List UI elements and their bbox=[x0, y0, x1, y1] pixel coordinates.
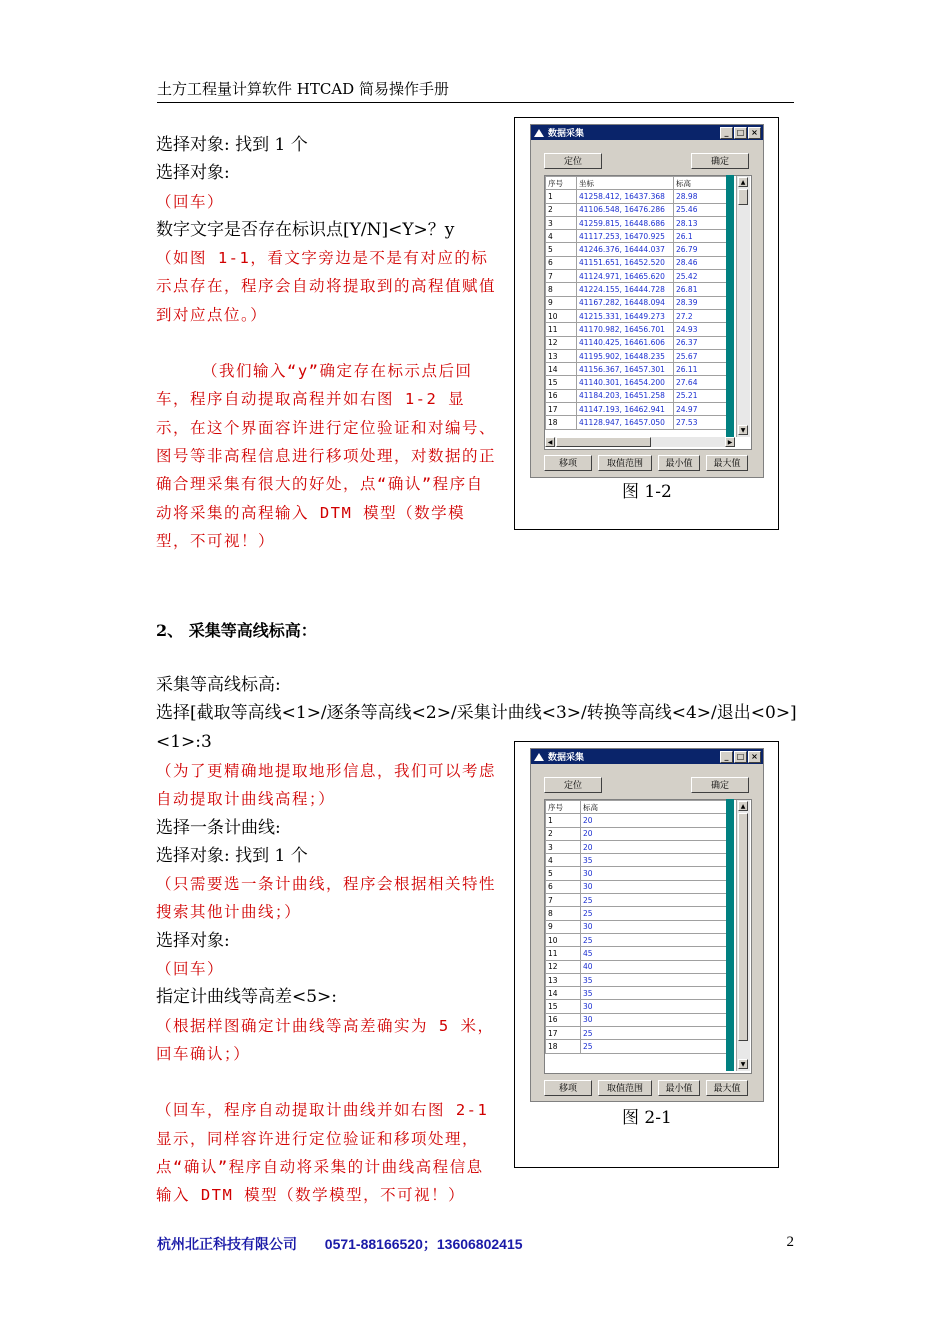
table-row[interactable] bbox=[546, 203, 729, 216]
table-row[interactable] bbox=[546, 256, 729, 269]
move-item-button[interactable]: 移项 bbox=[544, 1080, 592, 1096]
row-index-cell[interactable]: 18 bbox=[546, 1040, 581, 1053]
column-header-elevation[interactable]: 标高 bbox=[674, 177, 729, 190]
elevation-cell[interactable]: 27.53 bbox=[674, 416, 729, 429]
table-row[interactable] bbox=[546, 363, 729, 376]
elevation-cell[interactable]: 24.93 bbox=[674, 323, 729, 336]
section-title: 2、 采集等高线标高： bbox=[156, 621, 317, 640]
contact-phones: 0571-88166520；13606802415 bbox=[324, 1236, 523, 1252]
row-index-cell[interactable]: 17 bbox=[546, 403, 577, 416]
data-collection-dialog-2 bbox=[530, 748, 764, 1102]
data-collection-dialog-1 bbox=[530, 124, 764, 478]
command-line: 选择对象: bbox=[156, 930, 230, 951]
row-index-cell[interactable]: 11 bbox=[546, 947, 581, 960]
coordinate-cell[interactable]: 41224.155, 16444.728 bbox=[577, 283, 674, 296]
table-row[interactable] bbox=[546, 933, 727, 946]
instruction-note: （只需要选一条计曲线，程序会根据相关特性搜索其他计曲线；） bbox=[156, 875, 497, 922]
row-index-cell[interactable]: 6 bbox=[546, 880, 581, 893]
elevation-cell[interactable]: 28.46 bbox=[674, 256, 729, 269]
instruction-note: （回车） bbox=[156, 192, 225, 211]
company-name: 杭州北正科技有限公司 bbox=[157, 1236, 297, 1252]
table-row[interactable] bbox=[546, 920, 727, 933]
elevation-cell[interactable]: 35 bbox=[581, 987, 727, 1000]
command-line: 指定计曲线等高差<5>: bbox=[156, 987, 338, 1008]
table-row[interactable] bbox=[546, 894, 727, 907]
table-row[interactable] bbox=[546, 403, 729, 416]
elevation-cell[interactable]: 24.97 bbox=[674, 403, 729, 416]
locate-button[interactable]: 定位 bbox=[544, 777, 602, 793]
row-index-cell[interactable]: 5 bbox=[546, 867, 581, 880]
command-line: 选择对象: 找到 1 个 bbox=[156, 845, 308, 866]
row-index-cell[interactable]: 7 bbox=[546, 894, 581, 907]
elevation-cell[interactable]: 25.21 bbox=[674, 389, 729, 402]
elevation-cell[interactable]: 26.11 bbox=[674, 363, 729, 376]
table-row[interactable] bbox=[546, 190, 729, 203]
coordinate-cell[interactable]: 41128.947, 16457.050 bbox=[577, 416, 674, 429]
command-line: 选择一条计曲线: bbox=[156, 817, 281, 838]
table-row[interactable] bbox=[546, 947, 727, 960]
scroll-up-icon[interactable]: ▲ bbox=[738, 177, 748, 187]
table-row[interactable] bbox=[546, 867, 727, 880]
row-index-cell[interactable]: 9 bbox=[546, 296, 577, 309]
minimize-icon[interactable]: _ bbox=[720, 751, 733, 763]
app-icon bbox=[534, 753, 544, 761]
data-grid[interactable] bbox=[544, 175, 752, 450]
row-index-cell[interactable]: 1 bbox=[546, 814, 581, 827]
instruction-note: （根据样图确定计曲线等高差确实为 5 米，回车确认；） bbox=[156, 1016, 495, 1063]
coordinate-cell[interactable]: 41147.193, 16462.941 bbox=[577, 403, 674, 416]
column-header-index[interactable]: 序号 bbox=[546, 801, 581, 814]
elevation-cell[interactable]: 26.79 bbox=[674, 243, 729, 256]
row-index-cell[interactable]: 15 bbox=[546, 1000, 581, 1013]
coordinate-cell[interactable]: 41140.425, 16461.606 bbox=[577, 336, 674, 349]
table-row[interactable] bbox=[546, 840, 727, 853]
close-icon[interactable]: × bbox=[748, 751, 761, 763]
elevation-cell[interactable]: 45 bbox=[581, 947, 727, 960]
coordinate-cell[interactable]: 41151.651, 16452.520 bbox=[577, 256, 674, 269]
row-index-cell[interactable]: 13 bbox=[546, 973, 581, 986]
page-number: 2 bbox=[786, 1234, 794, 1250]
dialog-title: 数据采集 bbox=[548, 129, 585, 139]
row-index-cell[interactable]: 14 bbox=[546, 363, 577, 376]
elevation-cell[interactable]: 40 bbox=[581, 960, 727, 973]
elevation-cell[interactable]: 35 bbox=[581, 973, 727, 986]
minimize-icon[interactable]: _ bbox=[720, 127, 733, 139]
scroll-up-icon[interactable]: ▲ bbox=[738, 801, 748, 811]
row-index-cell[interactable]: 3 bbox=[546, 216, 577, 229]
coordinate-cell[interactable]: 41140.301, 16454.200 bbox=[577, 376, 674, 389]
table-row[interactable] bbox=[546, 416, 729, 429]
elevation-cell[interactable]: 27.2 bbox=[674, 309, 729, 322]
grid-side-strip bbox=[726, 175, 734, 437]
command-line: 选择对象: 找到 1 个 bbox=[156, 135, 308, 155]
table-row[interactable] bbox=[546, 243, 729, 256]
row-index-cell[interactable]: 18 bbox=[546, 416, 577, 429]
row-index-cell[interactable]: 4 bbox=[546, 854, 581, 867]
row-index-cell[interactable]: 16 bbox=[546, 389, 577, 402]
coordinate-cell[interactable]: 41195.902, 16448.235 bbox=[577, 349, 674, 362]
table-row[interactable] bbox=[546, 336, 729, 349]
ok-button[interactable]: 确定 bbox=[691, 777, 749, 793]
elevation-cell[interactable]: 28.98 bbox=[674, 190, 729, 203]
coordinate-cell[interactable]: 41117.253, 16470.925 bbox=[577, 230, 674, 243]
elevation-cell[interactable]: 30 bbox=[581, 880, 727, 893]
part2-text bbox=[156, 757, 498, 1209]
row-index-cell[interactable]: 6 bbox=[546, 256, 577, 269]
elevation-cell[interactable]: 26.37 bbox=[674, 336, 729, 349]
instruction-note: （为了更精确地提取地形信息，我们可以考虑自动提取计曲线高程；） bbox=[156, 762, 497, 809]
table-row[interactable] bbox=[546, 1000, 727, 1013]
elevation-cell[interactable]: 25 bbox=[581, 933, 727, 946]
row-index-cell[interactable]: 14 bbox=[546, 987, 581, 1000]
row-index-cell[interactable]: 8 bbox=[546, 283, 577, 296]
row-index-cell[interactable]: 17 bbox=[546, 1027, 581, 1040]
command-line: 选择对象: bbox=[156, 163, 230, 184]
grid-side-strip bbox=[726, 799, 734, 1071]
scroll-down-icon[interactable]: ▼ bbox=[738, 1059, 748, 1069]
locate-button[interactable]: 定位 bbox=[544, 153, 602, 169]
figure-caption-2-1: 图 2-1 bbox=[622, 1108, 672, 1128]
row-index-cell[interactable]: 10 bbox=[546, 309, 577, 322]
table-row[interactable] bbox=[546, 296, 729, 309]
row-index-cell[interactable]: 2 bbox=[546, 827, 581, 840]
table-row[interactable] bbox=[546, 283, 729, 296]
elevation-cell[interactable]: 30 bbox=[581, 1000, 727, 1013]
column-header-elevation[interactable]: 标高 bbox=[581, 801, 727, 814]
instruction-note: （我们输入“y”确定存在标示点后回车，程序自动提取高程并如右图 1-2 显示，在这个界面容许进行定位验证和对编号、图号等非高程信息进行移项处理，对数据的正确合理采集有很大的好处，点“确认”程序自动将采集的高程输入 DTM 模型（数学模型，不可视！） bbox=[156, 362, 497, 550]
table-row[interactable] bbox=[546, 880, 727, 893]
coordinate-cell[interactable]: 41167.282, 16448.094 bbox=[577, 296, 674, 309]
dialog-titlebar bbox=[531, 125, 763, 140]
coordinate-cell[interactable]: 41106.548, 16476.286 bbox=[577, 203, 674, 216]
min-value-button[interactable]: 最小值 bbox=[658, 1080, 700, 1096]
table-row[interactable] bbox=[546, 389, 729, 402]
row-index-cell[interactable]: 8 bbox=[546, 907, 581, 920]
row-index-cell[interactable]: 10 bbox=[546, 933, 581, 946]
horizontal-scrollbar[interactable] bbox=[545, 437, 735, 447]
scroll-h-thumb[interactable] bbox=[556, 437, 651, 447]
row-index-cell[interactable]: 12 bbox=[546, 960, 581, 973]
scroll-right-icon[interactable]: ▶ bbox=[725, 437, 735, 447]
row-index-cell[interactable]: 5 bbox=[546, 243, 577, 256]
row-index-cell[interactable]: 12 bbox=[546, 336, 577, 349]
row-index-cell[interactable]: 9 bbox=[546, 920, 581, 933]
table-row[interactable] bbox=[546, 1013, 727, 1026]
command-line: 数字文字是否存在标识点[Y/N]<Y>？y bbox=[156, 219, 455, 240]
ok-button[interactable]: 确定 bbox=[691, 153, 749, 169]
value-range-button[interactable]: 取值范围 bbox=[598, 1080, 652, 1096]
table-row[interactable] bbox=[546, 814, 727, 827]
part1-text bbox=[156, 131, 498, 555]
row-index-cell[interactable]: 2 bbox=[546, 203, 577, 216]
row-index-cell[interactable]: 4 bbox=[546, 230, 577, 243]
row-index-cell[interactable]: 15 bbox=[546, 376, 577, 389]
max-value-button[interactable]: 最大值 bbox=[706, 1080, 748, 1096]
column-header-coordinate[interactable]: 坐标 bbox=[577, 177, 674, 190]
table-row[interactable] bbox=[546, 216, 729, 229]
coordinate-cell[interactable]: 41184.203, 16451.258 bbox=[577, 389, 674, 402]
row-index-cell[interactable]: 13 bbox=[546, 349, 577, 362]
coordinate-cell[interactable]: 41170.982, 16456.701 bbox=[577, 323, 674, 336]
vertical-scrollbar[interactable] bbox=[736, 800, 750, 1071]
elevation-cell[interactable]: 20 bbox=[581, 827, 727, 840]
table-row[interactable] bbox=[546, 987, 727, 1000]
coordinate-cell[interactable]: 41259.815, 16448.686 bbox=[577, 216, 674, 229]
table-row[interactable] bbox=[546, 270, 729, 283]
dialog-title: 数据采集 bbox=[548, 753, 585, 763]
table-row[interactable] bbox=[546, 309, 729, 322]
maximize-icon[interactable]: □ bbox=[734, 127, 747, 139]
data-grid[interactable] bbox=[544, 799, 752, 1074]
elevation-cell[interactable]: 25 bbox=[581, 907, 727, 920]
app-icon bbox=[534, 129, 544, 137]
elevation-cell[interactable]: 25 bbox=[581, 1027, 727, 1040]
scroll-thumb[interactable] bbox=[738, 813, 748, 1041]
table-row[interactable] bbox=[546, 376, 729, 389]
table-row[interactable] bbox=[546, 827, 727, 840]
table-row[interactable] bbox=[546, 854, 727, 867]
elevation-cell[interactable]: 35 bbox=[581, 854, 727, 867]
table-row[interactable] bbox=[546, 323, 729, 336]
maximize-icon[interactable]: □ bbox=[734, 751, 747, 763]
instruction-note: （回车） bbox=[156, 960, 225, 979]
dialog-titlebar bbox=[531, 749, 763, 764]
move-item-button[interactable]: 移项 bbox=[544, 455, 592, 471]
table-row[interactable] bbox=[546, 973, 727, 986]
elevation-cell[interactable]: 25 bbox=[581, 1040, 727, 1053]
elevation-cell[interactable]: 25.46 bbox=[674, 203, 729, 216]
row-index-cell[interactable]: 11 bbox=[546, 323, 577, 336]
coordinate-cell[interactable]: 41215.331, 16449.273 bbox=[577, 309, 674, 322]
instruction-note: （如图 1-1，看文字旁边是不是有对应的标示点存在，程序会自动将提取到的高程值赋值到对应点位。） bbox=[156, 249, 497, 324]
elevation-cell[interactable]: 25.67 bbox=[674, 349, 729, 362]
row-index-cell[interactable]: 3 bbox=[546, 840, 581, 853]
row-index-cell[interactable]: 1 bbox=[546, 190, 577, 203]
coordinate-cell[interactable]: 41124.971, 16465.620 bbox=[577, 270, 674, 283]
coordinate-cell[interactable]: 41258.412, 16437.368 bbox=[577, 190, 674, 203]
elevation-cell[interactable]: 28.39 bbox=[674, 296, 729, 309]
figure-caption-1-2: 图 1-2 bbox=[622, 482, 672, 502]
elevation-cell[interactable]: 30 bbox=[581, 920, 727, 933]
vertical-scrollbar[interactable] bbox=[736, 176, 750, 437]
row-index-cell[interactable]: 16 bbox=[546, 1013, 581, 1026]
table-row[interactable] bbox=[546, 960, 727, 973]
elevation-cell[interactable]: 30 bbox=[581, 867, 727, 880]
table-row[interactable] bbox=[546, 1040, 727, 1053]
elevation-cell[interactable]: 25.42 bbox=[674, 270, 729, 283]
elevation-cell[interactable]: 26.81 bbox=[674, 283, 729, 296]
min-value-button[interactable]: 最小值 bbox=[658, 455, 700, 471]
table-row[interactable] bbox=[546, 230, 729, 243]
row-index-cell[interactable]: 7 bbox=[546, 270, 577, 283]
elevation-cell[interactable]: 20 bbox=[581, 840, 727, 853]
column-header-index[interactable]: 序号 bbox=[546, 177, 577, 190]
scroll-thumb[interactable] bbox=[738, 189, 748, 205]
page-footer bbox=[157, 1234, 794, 1254]
max-value-button[interactable]: 最大值 bbox=[706, 455, 748, 471]
instruction-note: （回车，程序自动提取计曲线并如右图 2-1 显示，同样容许进行定位验证和移项处理，点“确认”程序自动将采集的计曲线高程信息输入 DTM 模型（数学模型，不可视！） bbox=[156, 1101, 489, 1205]
elevation-cell[interactable]: 27.64 bbox=[674, 376, 729, 389]
page-header: 土方工程量计算软件 HTCAD 简易操作手册 bbox=[157, 78, 794, 103]
elevation-cell[interactable]: 20 bbox=[581, 814, 727, 827]
close-icon[interactable]: × bbox=[748, 127, 761, 139]
elevation-cell[interactable]: 30 bbox=[581, 1013, 727, 1026]
command-line: 选择[截取等高线<1>/逐条等高线<2>/采集计曲线<3>/转换等高线<4>/退出<0>]<1>:3 bbox=[156, 703, 797, 752]
elevation-cell[interactable]: 28.13 bbox=[674, 216, 729, 229]
table-row[interactable] bbox=[546, 1027, 727, 1040]
scroll-left-icon[interactable]: ◀ bbox=[545, 437, 555, 447]
table-row[interactable] bbox=[546, 349, 729, 362]
elevation-cell[interactable]: 26.1 bbox=[674, 230, 729, 243]
table-row[interactable] bbox=[546, 907, 727, 920]
value-range-button[interactable]: 取值范围 bbox=[598, 455, 652, 471]
coordinate-cell[interactable]: 41156.367, 16457.301 bbox=[577, 363, 674, 376]
scroll-down-icon[interactable]: ▼ bbox=[738, 425, 748, 435]
command-line: 采集等高线标高: bbox=[156, 675, 281, 695]
coordinate-cell[interactable]: 41246.376, 16444.037 bbox=[577, 243, 674, 256]
elevation-cell[interactable]: 25 bbox=[581, 894, 727, 907]
